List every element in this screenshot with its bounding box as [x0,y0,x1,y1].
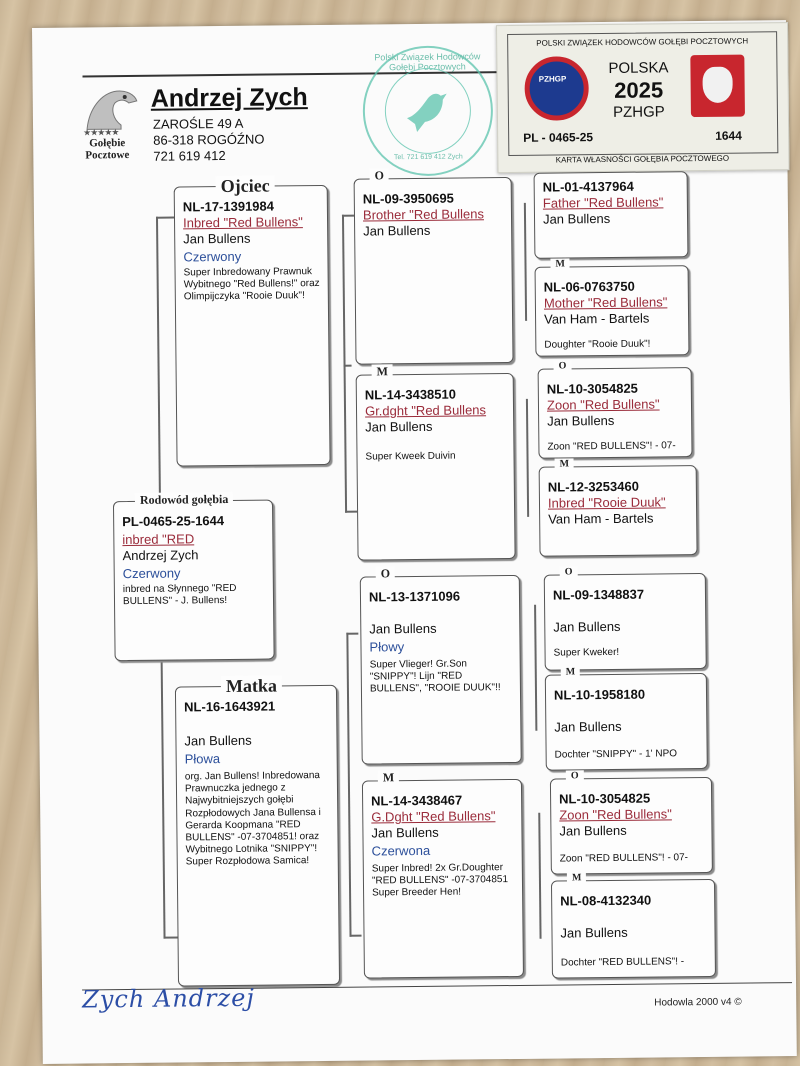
mmf-name: Zoon "Red Bullens" [559,806,672,823]
subject-note: inbred na Słynnego "RED BULLENS" - J. Bullens! [122,582,237,608]
fmf-note: Zoon "RED BULLENS"! - 07- [547,440,676,453]
mmf-breeder: Jan Bullens [559,822,627,839]
mfm-note: Dochter "SNIPPY" - 1' NPO [554,748,678,761]
subject-color: Czerwony [122,565,181,582]
ffm-sex-label: M [550,258,570,269]
fm-sex-label: M [372,364,393,379]
mmm-sex-label: M [567,872,587,883]
mmm-note: Dochter "RED BULLENS"! - [560,956,685,969]
subject-name: inbred "RED [122,531,195,548]
ffm-breeder: Van Ham - Bartels [543,310,650,327]
mff-breeder: Jan Bullens [553,618,621,635]
logo-text-line2: Pocztowe [85,148,130,162]
mff-box [544,573,707,671]
mf-color: Płowy [369,639,405,655]
connector-stub [156,217,174,219]
card-header: POLSKI ZWIĄZEK HODOWCÓW GOŁĘBI POCZTOWYCH [536,36,749,48]
connector-stub [350,935,362,937]
mf-ring-number: NL-13-1371096 [368,588,461,605]
ownership-card [496,22,790,173]
mmf-ring-number: NL-10-3054825 [559,790,651,807]
mf-box [360,575,522,765]
mother-note: org. Jan Bullens! Inbredowana Prawnuczka jednego z Najwybitniejszych gołębi Rozpłodowych Jana Bullensa i Gerarda Koopmana "RED BULLENS" -07-3704851! oraz Wybitnego Lotnika "SNIPPY"! Super Rozpłodowa Samica! [184,770,321,868]
father-note: Super Inbredowany Prawnuk Wybitnego "Red Bullens!" oraz Olimpijczyka "Rooie Duuk"! [183,266,320,303]
connector-ff-parents [524,203,527,321]
mother-box [175,685,340,987]
connector-subject-mother [160,647,165,939]
subject-ring-number: PL-0465-25-1644 [122,513,225,530]
fmf-name: Zoon "Red Bullens" [546,396,660,413]
ff-ring-number: NL-09-3950695 [362,190,454,207]
owner-name: Andrzej Zych [150,83,308,113]
fff-ring-number: NL-01-4137964 [542,178,634,195]
ff-box [354,177,514,365]
fm-name: Gr.dght "Red Bullens [364,402,487,419]
ff-name: Brother "Red Bullens [362,206,485,223]
connector-mf-parents [534,605,537,731]
card-number: 1644 [715,128,742,143]
fff-breeder: Jan Bullens [542,210,611,227]
mff-ring-number: NL-09-1348837 [552,586,645,603]
connector-stub [345,511,357,513]
owner-address-line2: 86-318 ROGÓŹNO [153,131,265,148]
fm-breeder: Jan Bullens [365,418,433,435]
connector-mm-parents [538,813,541,939]
fmm-sex-label: M [555,458,575,469]
fm-ring-number: NL-14-3438510 [364,386,456,403]
mf-note: Super Vlieger! Gr.Son "SNIPPY"! Lijn "RED BULLENS", "ROOIE DUUK"!! [369,658,501,695]
stamp-text-top: Polski Związek Hodowców Gołębi Pocztowych [374,51,481,73]
card-footer: KARTA WŁASNOŚCI GOŁĘBIA POCZTOWEGO [555,153,730,165]
owner-phone: 721 619 412 [153,147,226,164]
card-org: PZHGP [612,103,665,121]
fmf-sex-label: O [554,360,572,371]
polish-eagle-icon [690,55,745,118]
card-country: POLSKA [608,59,669,77]
ffm-box [535,265,690,357]
pzhgp-emblem-text: PZHGP [538,74,567,84]
handwritten-signature: Zych Andrzej [82,983,256,1014]
logo-text-line1: Gołębie [89,137,126,150]
fmm-box [539,465,698,557]
father-section-label: Ojciec [216,175,275,197]
subject-pigeon-box [113,500,275,662]
connector-subject-father [156,217,161,499]
ff-breeder: Jan Bullens [363,222,431,239]
stamp-text-bottom: Tel. 721 619 412 Zych [393,153,463,162]
mmm-ring-number: NL-08-4132340 [560,892,652,909]
mff-sex-label: O [560,566,578,577]
mm-name: G.Dght "Red Bullens" [371,808,496,825]
ffm-note: Doughter "Rooie Duuk"! [544,338,651,351]
owner-address-line1: ZAROŚLE 49 A [152,115,244,132]
pzhgp-emblem-icon [524,56,589,121]
mother-breeder: Jan Bullens [184,732,252,749]
connector-stub [346,633,358,635]
mfm-breeder: Jan Bullens [554,718,622,735]
stamp-pigeon-icon [403,88,453,135]
mother-color: Płowa [184,751,221,767]
mm-color: Czerwona [371,842,431,859]
ff-sex-label: O [369,168,388,183]
subject-section-label: Rodowód gołębia [135,492,234,508]
ownership-card-frame [507,31,778,156]
father-color: Czerwony [183,248,242,265]
mmf-note: Zoon "RED BULLENS"! - 07- [559,852,689,865]
software-credit: Hodowla 2000 v4 © [654,996,742,1009]
fmf-breeder: Jan Bullens [547,412,615,429]
father-box [174,185,331,467]
father-name: Inbred "Red Bullens" [182,214,303,231]
fm-box [356,373,516,561]
connector-fm-parents [526,399,529,517]
card-ring-number: PL - 0465-25 [523,130,594,145]
mm-box [362,779,524,979]
mother-section-label: Matka [221,675,282,697]
mfm-box [545,673,708,771]
fmf-box [538,367,693,459]
connector-mother-parents [346,633,351,937]
mm-ring-number: NL-14-3438467 [371,792,463,809]
fff-box [534,171,689,259]
mmm-breeder: Jan Bullens [560,924,628,941]
mm-breeder: Jan Bullens [371,824,439,841]
fff-name: Father "Red Bullens" [542,194,664,211]
fm-note: Super Kweek Duivin [365,450,456,463]
fmm-name: Inbred "Rooie Duuk" [547,494,666,511]
fmm-ring-number: NL-12-3253460 [547,478,639,495]
mm-sex-label: M [378,770,399,785]
fmm-breeder: Van Ham - Bartels [548,510,654,527]
connector-stub [342,215,354,217]
pedigree-sheet [32,20,797,1064]
mfm-sex-label: M [561,666,581,677]
ffm-name: Mother "Red Bullens" [543,294,668,311]
mmm-box [551,879,716,979]
mother-ring-number: NL-16-1643921 [184,698,276,715]
father-ring-number: NL-17-1391984 [182,198,275,215]
father-breeder: Jan Bullens [183,230,251,247]
fmf-ring-number: NL-10-3054825 [546,380,638,397]
ffm-ring-number: NL-06-0763750 [543,278,635,295]
mf-breeder: Jan Bullens [369,620,437,637]
breeder-stamp [362,45,493,176]
card-year: 2025 [614,77,664,103]
subject-breeder: Andrzej Zych [122,547,199,564]
mmf-sex-label: O [566,770,584,781]
mf-sex-label: O [376,566,395,581]
mff-note: Super Kweker! [553,646,620,659]
logo-stars: ★★★★★ [83,127,119,138]
mmf-box [550,777,713,875]
mm-note: Super Inbred! 2x Gr.Doughter "RED BULLENS" -07-3704851 Super Breeder Hen! [371,862,509,899]
connector-stub [344,365,352,367]
mfm-ring-number: NL-10-1958180 [553,686,646,703]
